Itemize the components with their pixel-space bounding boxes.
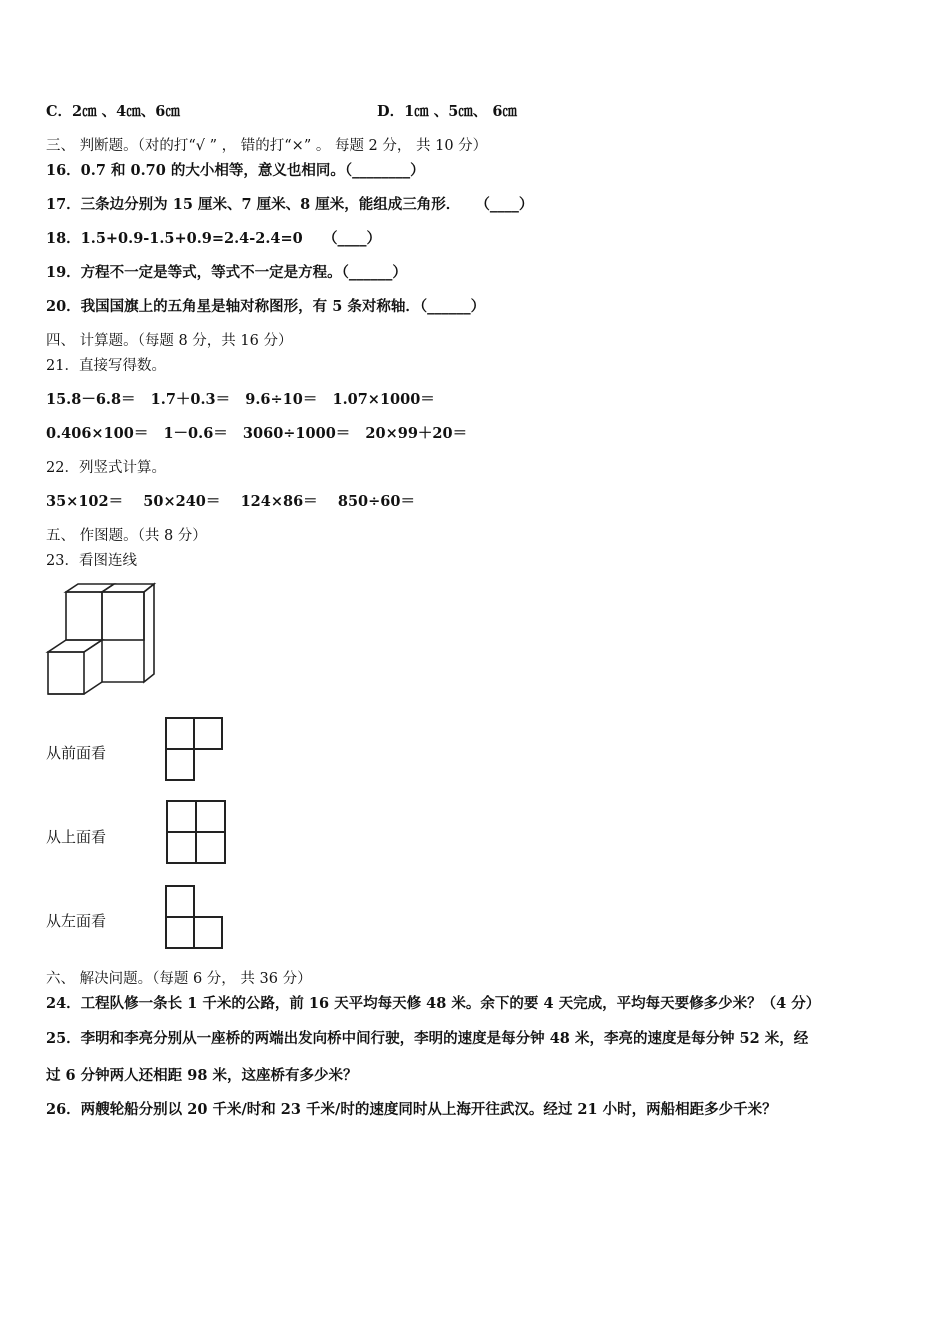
- front-view-figure: [163, 716, 225, 782]
- section-6-heading: 六、 解决问题。（每题 6 分， 共 36 分）: [46, 971, 312, 987]
- question-24: 24．工程队修一条长 1 千米的公路，前 16 天平均每天修 48 米。余下的要 4 天完成，平均每天要修多少米？（4 分）: [46, 995, 821, 1012]
- left-view-label: 从左面看: [46, 912, 107, 930]
- question-26: 26．两艘轮船分别以 20 千米/时和 23 千米/时的速度同时从上海开往武汉。经过 21 小时，两船相距多少千米？: [46, 1101, 777, 1118]
- option-d: D．1㎝ 、5㎝、 6㎝: [377, 103, 517, 120]
- cube-solid-figure: [44, 582, 159, 702]
- question-25-line-1: 25．李明和李亮分别从一座桥的两端出发向桥中间行驶，李明的速度是每分钟 48 米，李亮的速度是每分钟 52 米，经: [46, 1030, 809, 1047]
- option-c: C．2㎝ 、4㎝、6㎝: [46, 103, 180, 120]
- question-18: 18．1.5+0.9-1.5+0.9=2.4-2.4=0 （____）: [46, 230, 381, 247]
- left-view-figure: [163, 884, 225, 952]
- top-view-figure: [163, 799, 229, 867]
- question-22-row-1: 35×102＝ 50×240＝ 124×86＝ 850÷60＝: [46, 493, 415, 510]
- question-21-row-2: 0.406×100＝ 1－0.6＝ 3060÷1000＝ 20×99＋20＝: [46, 425, 468, 442]
- section-3-heading: 三、 判断题。（对的打“√ ” ， 错的打“×” 。 每题 2 分， 共 10 分）: [46, 138, 488, 154]
- question-22-title: 22．列竖式计算。: [46, 460, 166, 476]
- section-4-heading: 四、 计算题。（每题 8 分，共 16 分）: [46, 333, 293, 349]
- question-17: 17．三条边分别为 15 厘米、7 厘米、8 厘米，能组成三角形． （____）: [46, 196, 534, 213]
- section-5-heading: 五、 作图题。（共 8 分）: [46, 528, 207, 544]
- question-20: 20．我国国旗上的五角星是轴对称图形，有 5 条对称轴．（______）: [46, 298, 486, 315]
- top-view-label: 从上面看: [46, 828, 107, 846]
- question-25-line-2: 过 6 分钟两人还相距 98 米，这座桥有多少米？: [46, 1067, 358, 1084]
- question-21-row-1: 15.8－6.8＝ 1.7＋0.3＝ 9.6÷10＝ 1.07×1000＝: [46, 391, 435, 408]
- question-16: 16．0.7 和 0.70 的大小相等，意义也相同。（________）: [46, 162, 425, 179]
- question-21-title: 21．直接写得数。: [46, 358, 166, 374]
- question-19: 19．方程不一定是等式，等式不一定是方程。（______）: [46, 264, 407, 281]
- question-23-title: 23．看图连线: [46, 553, 137, 569]
- front-view-label: 从前面看: [46, 744, 107, 762]
